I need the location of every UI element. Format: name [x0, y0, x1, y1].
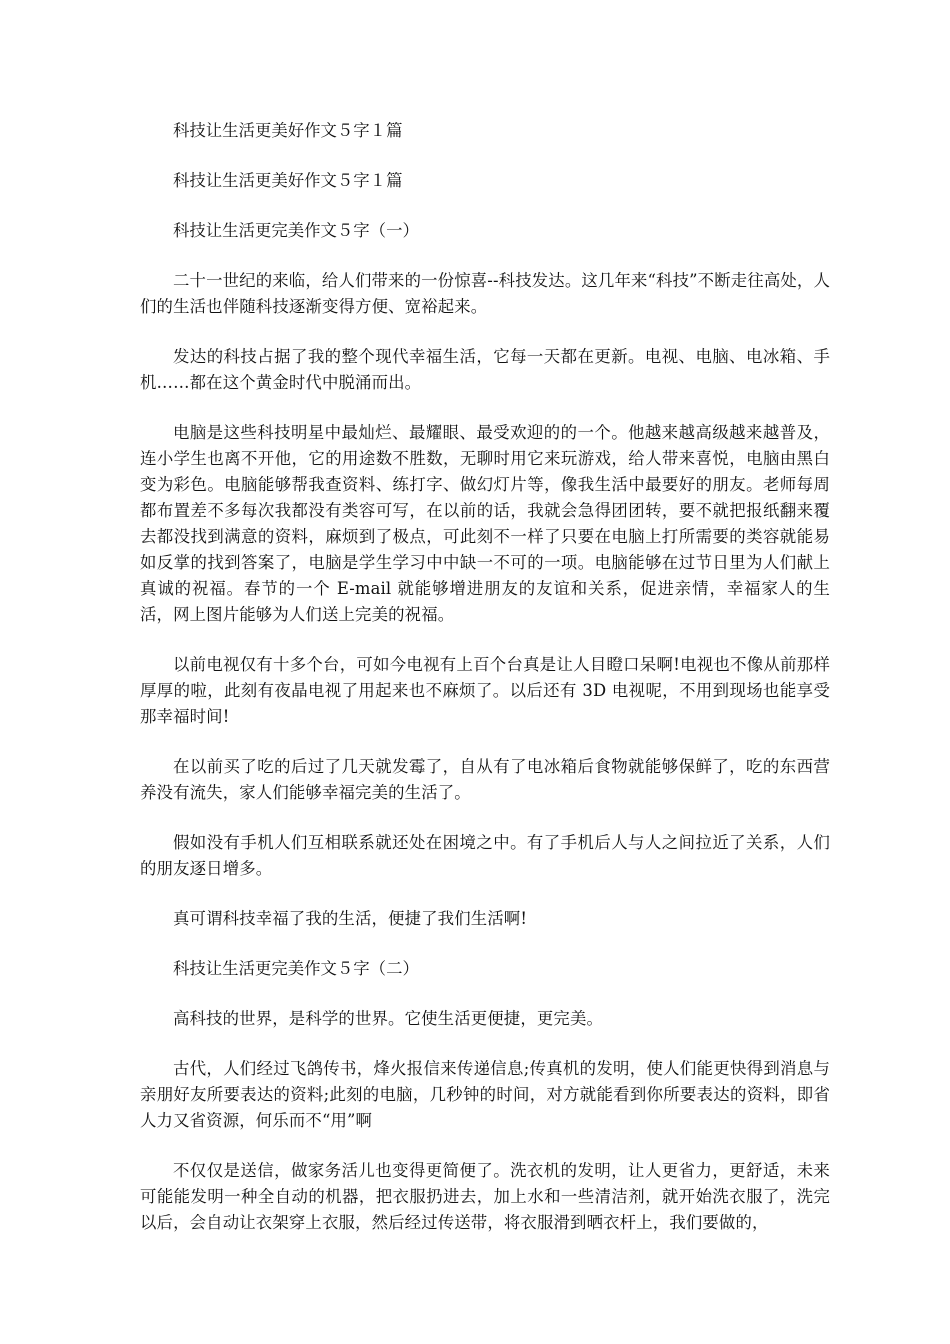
essay-title-2: 科技让生活更美好作文５字１篇 [173, 171, 403, 190]
body-paragraph: 在以前买了吃的后过了几天就发霉了，自从有了电冰箱后食物就能够保鲜了，吃的东西营养没有流失，家人们能够幸福完美的生活了。 [140, 757, 830, 802]
paragraph-gap [140, 320, 830, 344]
paragraph-gap [140, 194, 830, 218]
paragraph-gap [140, 144, 830, 168]
body-paragraph: 二十一世纪的来临，给人们带来的一份惊喜--科技发达。这几年来“科技”不断走往高处，人们的生活也伴随科技逐渐变得方便、宽裕起来。 [140, 271, 830, 316]
body-paragraph: 古代，人们经过飞鸽传书，烽火报信来传递信息;传真机的发明，使人们能更快得到消息与亲朋好友所要表达的资料;此刻的电脑，几秒钟的时间，对方就能看到你所要表达的资料，即省人力又省资源，何乐而不“用”啊 [140, 1059, 830, 1130]
paragraph-gap [140, 1032, 830, 1056]
body-paragraph: 高科技的世界，是科学的世界。它使生活更便捷，更完美。 [173, 1009, 604, 1028]
body-paragraph: 真可谓科技幸福了我的生活，便捷了我们生活啊! [173, 909, 528, 928]
body-paragraph: 以前电视仅有十多个台，可如今电视有上百个台真是让人目瞪口呆啊!电视也不像从前那样厚厚的啦，此刻有夜晶电视了用起来也不麻烦了。以后还有 3D 电视呢，不用到现场也能享受那幸福时间! [140, 655, 830, 726]
document-page [140, 118, 830, 1236]
paragraph-gap [140, 806, 830, 830]
section-heading-2: 科技让生活更完美作文５字（二） [173, 959, 419, 978]
paragraph-gap [140, 244, 830, 268]
essay-title-1: 科技让生活更美好作文５字１篇 [173, 121, 403, 140]
paragraph-gap [140, 1134, 830, 1158]
paragraph-gap [140, 982, 830, 1006]
paragraph-gap [140, 730, 830, 754]
body-paragraph: 发达的科技占据了我的整个现代幸福生活，它每一天都在更新。电视、电脑、电冰箱、手机……都在这个黄金时代中脱涌而出。 [140, 347, 830, 392]
body-paragraph: 假如没有手机人们互相联系就还处在困境之中。有了手机后人与人之间拉近了关系，人们的朋友逐日增多。 [140, 833, 830, 878]
paragraph-gap [140, 882, 830, 906]
paragraph-gap [140, 396, 830, 420]
paragraph-gap [140, 628, 830, 652]
section-heading-1: 科技让生活更完美作文５字（一） [173, 221, 419, 240]
paragraph-gap [140, 932, 830, 956]
body-paragraph: 不仅仅是送信，做家务活儿也变得更简便了。洗衣机的发明，让人更省力，更舒适，未来可能能发明一种全自动的机器，把衣服扔进去，加上水和一些清洁剂，就开始洗衣服了，洗完以后，会自动让衣架穿上衣服，然后经过传送带，将衣服滑到晒衣杆上，我们要做的， [140, 1161, 830, 1232]
body-paragraph: 电脑是这些科技明星中最灿烂、最耀眼、最受欢迎的的一个。他越来越高级越来越普及，连小学生也离不开他，它的用途数不胜数，无聊时用它来玩游戏，给人带来喜悦，电脑由黑白变为彩色。电脑能够帮我查资料、练打字、做幻灯片等，像我生活中最要好的朋友。老师每周都布置差不多每次我都没有类容可写，在以前的话，我就会急得团团转，要不就把报纸翻来覆去都没找到满意的资料，麻烦到了极点，可此刻不一样了只要在电脑上打所需要的类容就能易如反掌的找到答案了，电脑是学生学习中中缺一不可的一项。电脑能够在过节日里为人们献上真诚的祝福。春节的一个 E-mail 就能够增进朋友的友谊和关系，促进亲情，幸福家人的生活，网上图片能够为人们送上完美的祝福。 [140, 423, 830, 624]
